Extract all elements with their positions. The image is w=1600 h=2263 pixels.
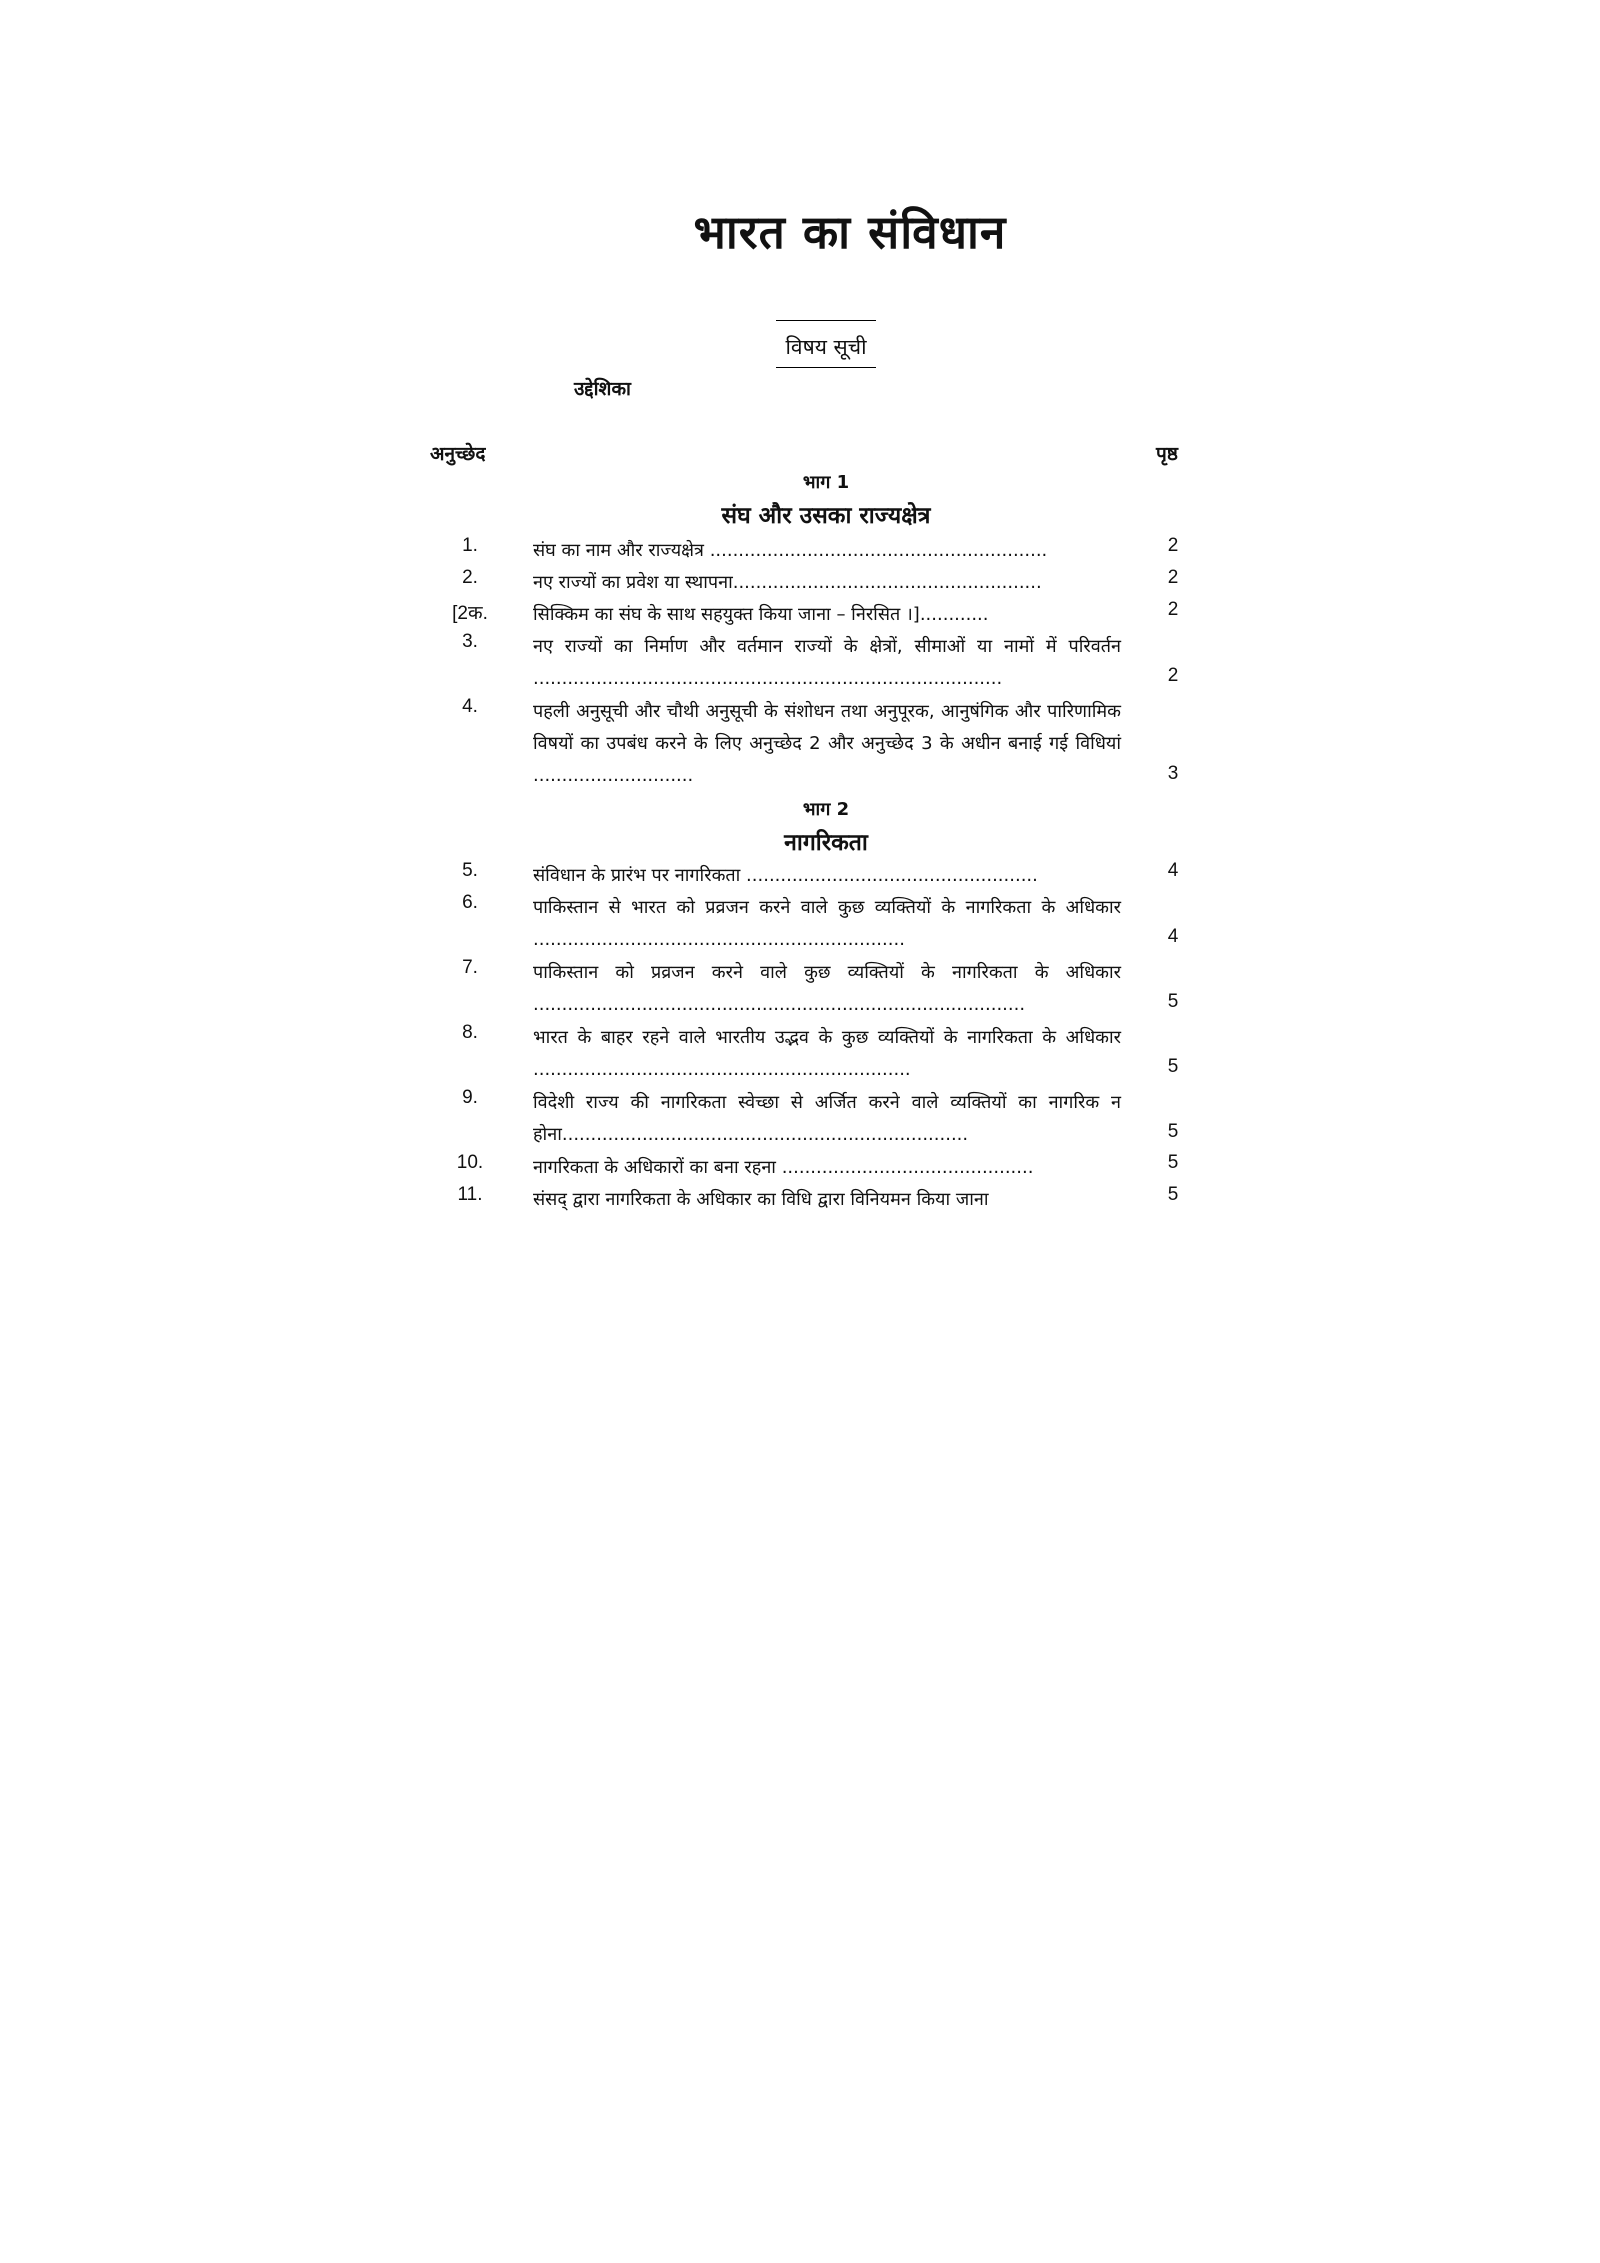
toc-heading: विषय सूची — [776, 320, 876, 368]
part-2-title: नागरिकता — [784, 830, 868, 856]
article-title: संघ का नाम और राज्यक्षेत्र ........................................................... — [533, 540, 1048, 561]
article-title: संविधान के प्रारंभ पर नागरिकता ................................................... — [533, 865, 1038, 886]
page-number: 5 — [1167, 1121, 1179, 1142]
article-number: 11. — [457, 1184, 483, 1205]
article-number: 1. — [462, 535, 478, 556]
article-title: संसद् द्वारा नागरिकता के अधिकार का विधि द्वारा विनियमन किया जाना — [533, 1189, 989, 1210]
column-header-page: पृष्ठ — [1156, 443, 1178, 465]
article-title: नए राज्यों का निर्माण और वर्तमान राज्यों के क्षेत्रों, सीमाओं या नामों में परिवर्तन .................................................................................. — [533, 636, 1121, 689]
article-number: 5. — [462, 860, 478, 881]
article-title: पाकिस्तान से भारत को प्रव्रजन करने वाले कुछ व्यक्तियों के नागरिकता के अधिकार ................................................................. — [533, 897, 1121, 950]
article-number: [2क. — [452, 603, 488, 624]
article-number: 9. — [462, 1087, 478, 1108]
article-number: 7. — [462, 957, 478, 978]
part-2-number: भाग 2 — [802, 799, 850, 820]
article-title: नए राज्यों का प्रवेश या स्थापना...................................................... — [533, 572, 1042, 593]
page-number: 5 — [1167, 1184, 1179, 1205]
page-number: 2 — [1167, 599, 1179, 620]
article-title: नागरिकता के अधिकारों का बना रहना ............................................ — [533, 1157, 1034, 1178]
page-number: 4 — [1167, 926, 1179, 947]
document-title: भारत का संविधान — [693, 205, 1007, 259]
page-number: 2 — [1167, 535, 1179, 556]
page-number: 2 — [1167, 567, 1179, 588]
article-number: 6. — [462, 892, 478, 913]
article-number: 4. — [462, 696, 478, 717]
article-title: भारत के बाहर रहने वाले भारतीय उद्भव के कुछ व्यक्तियों के नागरिकता के अधिकार .................................................................. — [533, 1027, 1121, 1080]
article-title: सिक्किम का संघ के साथ सहयुक्त किया जाना – निरसित ।]............ — [533, 604, 989, 625]
page-number: 3 — [1167, 763, 1179, 784]
column-header-article: अनुच्छेद — [430, 443, 486, 465]
page-number: 5 — [1167, 1152, 1179, 1173]
page-number: 5 — [1167, 991, 1179, 1012]
page-number: 4 — [1167, 860, 1179, 881]
article-number: 8. — [462, 1022, 478, 1043]
part-1-number: भाग 1 — [802, 472, 850, 493]
part-1-title: संघ और उसका राज्यक्षेत्र — [721, 503, 931, 529]
article-title: पाकिस्तान को प्रव्रजन करने वाले कुछ व्यक्तियों के नागरिकता के अधिकार ...................................................................................... — [533, 962, 1121, 1015]
page-number: 5 — [1167, 1056, 1179, 1077]
article-title: पहली अनुसूची और चौथी अनुसूची के संशोधन तथा अनुपूरक, आनुषंगिक और पारिणामिक विषयों का उपबंध करने के लिए अनुच्छेद 2 और अनुच्छेद 3 के अधीन बनाई गई विधियां ............................ — [533, 701, 1121, 786]
article-number: 2. — [462, 567, 478, 588]
article-number: 3. — [462, 631, 478, 652]
article-title: विदेशी राज्य की नागरिकता स्वेच्छा से अर्जित करने वाले व्यक्तियों का नागरिक न होना....................................................................... — [533, 1092, 1121, 1145]
page-number: 2 — [1167, 665, 1179, 686]
preamble-label: उद्देशिका — [574, 378, 631, 400]
article-number: 10. — [456, 1152, 484, 1173]
